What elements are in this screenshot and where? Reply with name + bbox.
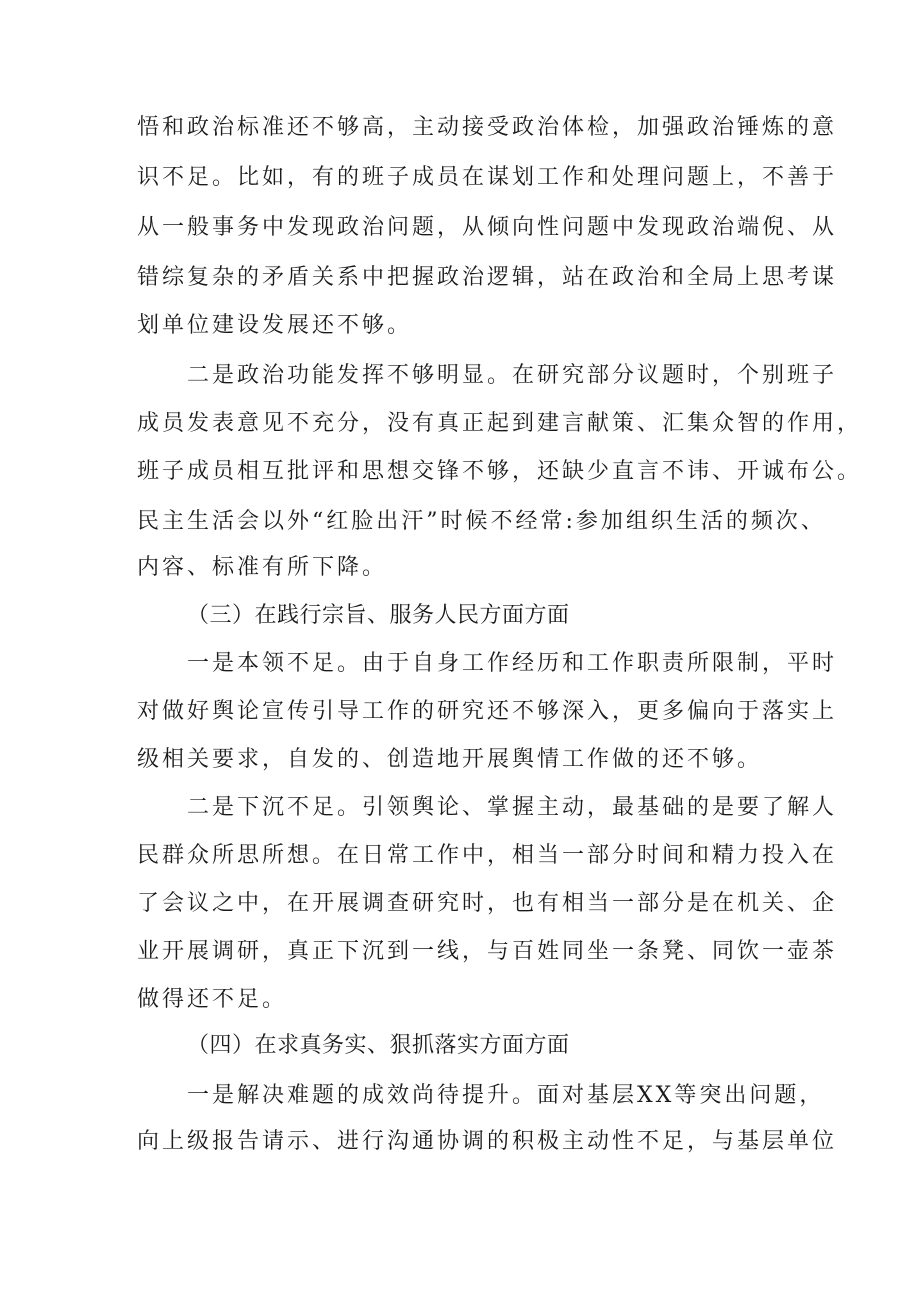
paragraph-first-line: 一是解决难题的成效尚待提升。面对基层XX等突出问题， (187, 1083, 825, 1108)
paragraph-first-line: 二是下沉不足。引领舆论、掌握主动，最基础的是要了解人 (187, 795, 838, 820)
section-heading: （三）在践行宗旨、服务人民方面方面 (187, 603, 570, 628)
paragraph-line: 错综复杂的矛盾关系中把握政治逻辑，站在政治和全局上思考谋 (137, 265, 838, 290)
paragraph-line: 了会议之中，在开展调查研究时，也有相当一部分是在机关、企 (137, 891, 838, 916)
paragraph-line: 民主生活会以外“红脸出汗”时候不经常:参加组织生活的频次、 (137, 509, 826, 534)
paragraph-line: 识不足。比如，有的班子成员在谋划工作和处理问题上，不善于 (137, 165, 838, 190)
paragraph-line: 成员发表意见不充分，没有真正起到建言献策、汇集众智的作用， (137, 411, 863, 436)
paragraph-line: 悟和政治标准还不够高，主动接受政治体检，加强政治锤炼的意 (137, 115, 838, 140)
paragraph-line: 业开展调研，真正下沉到一线，与百姓同坐一条凳、同饮一壶茶 (137, 939, 838, 964)
paragraph-line: 做得还不足。 (137, 987, 288, 1012)
paragraph-line: 划单位建设发展还不够。 (137, 313, 413, 338)
paragraph-line: 从一般事务中发现政治问题，从倾向性问题中发现政治端倪、从 (137, 215, 838, 240)
paragraph-first-line: 二是政治功能发挥不够明显。在研究部分议题时，个别班子 (187, 363, 838, 388)
paragraph-line: 内容、标准有所下降。 (137, 555, 388, 580)
paragraph-line: 对做好舆论宣传引导工作的研究还不够深入，更多偏向于落实上 (137, 699, 838, 724)
paragraph-first-line: 一是本领不足。由于自身工作经历和工作职责所限制，平时 (187, 651, 838, 676)
paragraph-line: 向上级报告请示、进行沟通协调的积极主动性不足，与基层单位 (137, 1129, 838, 1154)
paragraph-line: 民群众所思所想。在日常工作中，相当一部分时间和精力投入在 (137, 843, 838, 868)
section-heading: （四）在求真务实、狠抓落实方面方面 (187, 1033, 570, 1058)
paragraph-line: 班子成员相互批评和思想交锋不够，还缺少直言不讳、开诚布公。 (137, 459, 863, 484)
paragraph-line: 级相关要求，自发的、创造地开展舆情工作做的还不够。 (137, 747, 763, 772)
